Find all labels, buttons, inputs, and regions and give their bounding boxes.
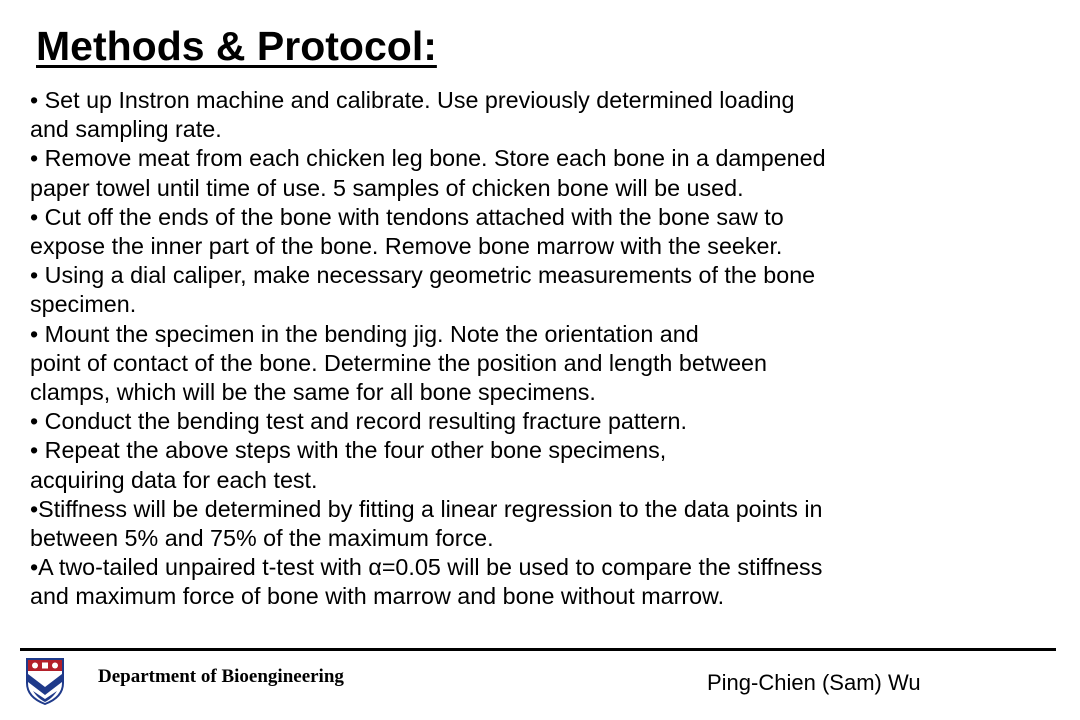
text-line: • Using a dial caliper, make necessary geometric measurements of the bone (30, 262, 816, 289)
department-name: Department of Bioengineering (98, 666, 344, 687)
text-line: acquiring data for each test. (30, 466, 318, 493)
text-line: • Mount the specimen in the bending jig. Note the orientation and (30, 320, 699, 347)
text-line: between 5% and 75% of the maximum force. (30, 525, 494, 552)
text-line: point of contact of the bone. Determine the position and length between (30, 349, 767, 376)
text-line: and sampling rate. (30, 116, 222, 143)
text-line: paper towel until time of use. 5 samples of chicken bone will be used. (30, 174, 744, 201)
footer-divider (20, 648, 1056, 651)
text-line: specimen. (30, 291, 137, 318)
text-line: • Set up Instron machine and calibrate. Use previously determined loading (30, 87, 795, 113)
university-shield-icon (25, 657, 65, 705)
text-line: • Remove meat from each chicken leg bone. Store each bone in a dampened (30, 145, 826, 172)
text-line: •A two-tailed unpaired t-test with α=0.05 will be used to compare the stiffness (30, 554, 823, 581)
text-line: clamps, which will be the same for all bone specimens. (30, 379, 596, 406)
text-line: •Stiffness will be determined by fitting a linear regression to the data points in (30, 495, 823, 522)
slide-title: Methods & Protocol: (36, 23, 437, 69)
text-line: • Repeat the above steps with the four other bone specimens, (30, 437, 667, 464)
protocol-text (30, 86, 1035, 612)
author-name: Ping-Chien (Sam) Wu (707, 670, 921, 695)
text-line: • Cut off the ends of the bone with tendons attached with the bone saw to (30, 203, 784, 230)
text-line: expose the inner part of the bone. Remove bone marrow with the seeker. (30, 233, 783, 260)
text-line: and maximum force of bone with marrow and bone without marrow. (30, 583, 725, 610)
text-line: • Conduct the bending test and record resulting fracture pattern. (30, 408, 687, 435)
